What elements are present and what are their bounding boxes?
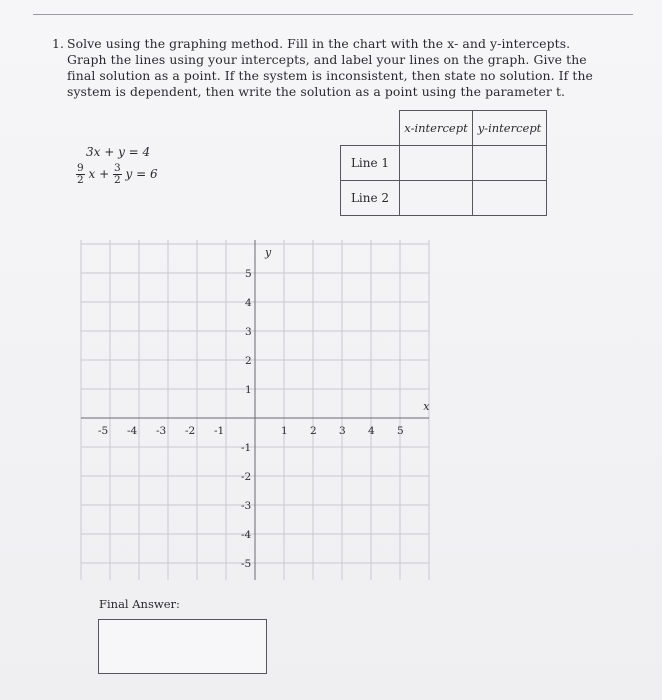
equation-2-tail: y = 6: [125, 167, 158, 181]
line-1-x-intercept-cell[interactable]: [400, 146, 473, 181]
fraction-numerator: 9: [77, 162, 84, 174]
top-divider: [33, 14, 633, 15]
equation-2: [76, 163, 158, 186]
equation-2-middle: x +: [88, 167, 110, 181]
intercept-table: [340, 110, 547, 216]
line-1-y-intercept-cell[interactable]: [473, 146, 547, 181]
y-tick-label: 4: [245, 297, 252, 309]
fraction-3-2: [113, 163, 122, 186]
problem-text: Solve using the graphing method. Fill in the chart with the x- and y-intercepts. Graph the lines using your intercepts, and label your lines on the graph. Give the final solution as a point. If the system is inconsistent, then state no solution. If the system is dependent, then write the solution as a point using the parameter t.: [67, 36, 593, 99]
line-2-y-intercept-cell[interactable]: [473, 181, 547, 216]
coordinate-grid[interactable]: [79, 228, 439, 580]
y-tick-label: 5: [245, 268, 252, 280]
x-tick-label: 2: [310, 425, 317, 437]
y-tick-label: 1: [245, 384, 252, 396]
problem-number: 1.: [52, 36, 65, 51]
x-axis-label: x: [423, 400, 430, 413]
y-tick-label: 3: [245, 326, 252, 338]
x-tick-label: 3: [339, 425, 346, 437]
line-2-x-intercept-cell[interactable]: [400, 181, 473, 216]
y-axis-label: y: [265, 246, 272, 259]
header-y-intercept: y-intercept: [473, 111, 547, 146]
x-tick-label: -3: [156, 425, 167, 437]
x-tick-label: -5: [98, 425, 109, 437]
fraction-denominator: 2: [77, 174, 84, 186]
header-x-intercept: x-intercept: [400, 111, 473, 146]
table-row: [341, 181, 547, 216]
y-tick-label: 2: [245, 355, 252, 367]
x-tick-label: -2: [185, 425, 196, 437]
x-tick-label: -4: [127, 425, 138, 437]
table-header-row: [341, 111, 547, 146]
fraction-denominator: 2: [113, 174, 121, 186]
problem-statement: [52, 36, 597, 100]
final-answer-label: Final Answer:: [99, 597, 180, 611]
x-tick-label: 1: [281, 425, 288, 437]
y-tick-label: -1: [241, 442, 252, 454]
y-tick-label: -4: [241, 529, 252, 541]
row-label-line-2: Line 2: [341, 181, 400, 216]
row-label-line-1: Line 1: [341, 146, 400, 181]
fraction-9-2: [76, 163, 85, 186]
y-tick-label: -3: [241, 500, 252, 512]
x-tick-label: -1: [214, 425, 225, 437]
final-answer-box[interactable]: [98, 619, 267, 674]
y-tick-label: -5: [241, 558, 252, 570]
x-tick-label: 5: [397, 425, 404, 437]
table-corner-cell: [341, 111, 400, 146]
fraction-numerator: 3: [113, 162, 121, 174]
equation-1: 3x + y = 4: [86, 145, 151, 159]
x-tick-label: 4: [368, 425, 375, 437]
table-row: [341, 146, 547, 181]
y-tick-label: -2: [241, 471, 252, 483]
